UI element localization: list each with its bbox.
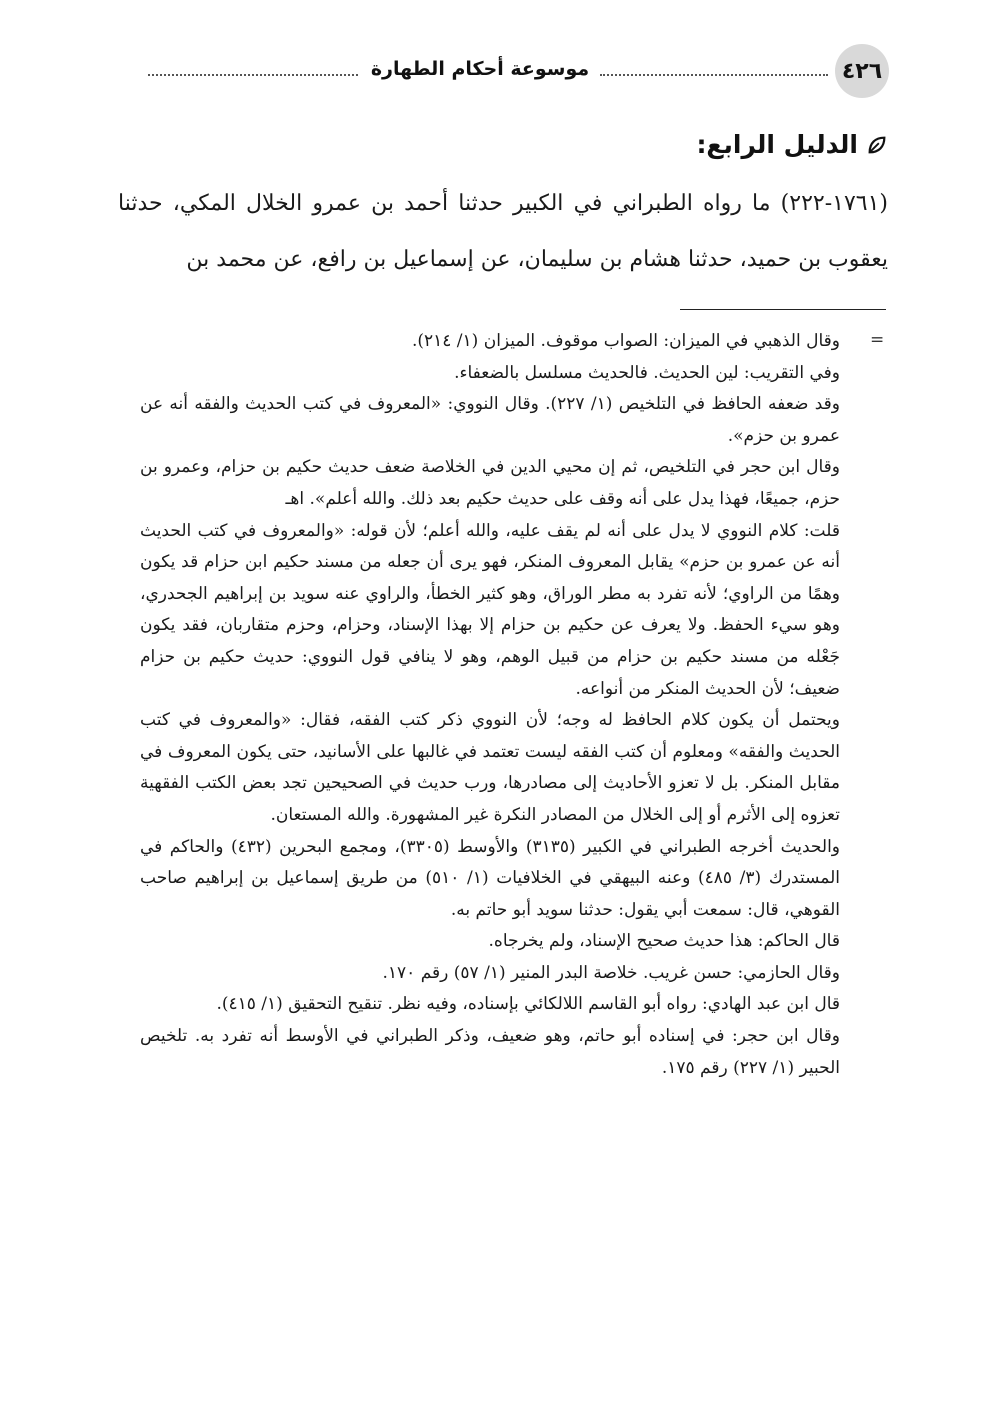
footnote-line: وقال الذهبي في الميزان: الصواب موقوف. الميزان (١/ ٢١٤). xyxy=(411,331,840,351)
footnote-line: وقال ابن حجر في التلخيص، ثم إن محيي الدين في الخلاصة ضعف حديث حكيم بن حزام، وعمرو بن حزم، جميعًا، فهذا يدل على أنه وقف على حديث حكيم بعد ذلك. والله أعلم». اهـ xyxy=(140,457,840,509)
footnote-line: وقال الحازمي: حسن غريب. خلاصة البدر المنير (١/ ٥٧) رقم ١٧٠. xyxy=(382,962,840,983)
leaf-ornament-icon xyxy=(866,124,888,170)
running-header-title: موسوعة أحكام الطهارة xyxy=(370,58,590,80)
footnote-line: قال الحاكم: هذا حديث صحيح الإسناد، ولم يخرجاه. xyxy=(488,931,840,952)
header-dotted-rule-right xyxy=(600,74,828,76)
footnote-separator xyxy=(680,309,886,310)
footnotes-block xyxy=(140,326,840,1084)
footnote-line: وقد ضعفه الحافظ في التلخيص (١/ ٢٢٧). وقال النووي: «المعروف في كتب الحديث والفقه أنه عن عمرو بن حزم». xyxy=(140,394,840,446)
footnote-line: ويحتمل أن يكون كلام الحافظ له وجه؛ لأن النووي ذكر كتب الفقه، فقال: «والمعروف في كتب الحديث والفقه» ومعلوم أن كتب الفقه ليست تعتمد في غالبها على الأسانيد، حتى يكون المعروف في مقابل المنكر. بل لا تعزو الأحاديث إلى مصادرها، ورب حديث في الصحيحين تجد بعض الكتب الفقهية تعزوه إلى الأثرم أو إلى الخلال من المصادر النكرة غير المشهورة. والله المستعان. xyxy=(140,710,840,825)
footnote-line: وقال ابن حجر: في إسناده أبو حاتم، وهو ضعيف، وذكر الطبراني في الأوسط أنه تفرد به. تلخيص الحبير (١/ ٢٢٧) رقم ١٧٥. xyxy=(140,1026,840,1078)
section-heading xyxy=(118,122,888,170)
footnote-line: وفي التقريب: لين الحديث. فالحديث مسلسل بالضعفاء. xyxy=(454,362,840,383)
footnote-line: والحديث أخرجه الطبراني في الكبير (٣١٣٥) والأوسط (٣٣٠٥)، ومجمع البحرين (٤٣٢) والحاكم في المستدرك (٣/ ٤٨٥) وعنه البيهقي في الخلافيات (١/ ٥١٠) من طريق إسماعيل بن إبراهيم صاحب القوهي، قال: سمعت أبي يقول: حدثنا سويد أبو حاتم به. xyxy=(140,836,840,920)
footnote-line: قال ابن عبد الهادي: رواه أبو القاسم اللالكائي بإسناده، وفيه نظر. تنقيح التحقيق (١/ ٤١٥). xyxy=(216,994,840,1015)
hadith-paragraph: (١٧٦١-٢٢٢) ما رواه الطبراني في الكبير حدثنا أحمد بن عمرو الخلال المكي، حدثنا يعقوب بن حميد، حدثنا هشام بن سليمان، عن إسماعيل بن رافع، عن محمد بن xyxy=(118,191,888,272)
page-number-badge: ٤٢٦ xyxy=(835,44,889,98)
section-heading-text: الدليل الرابع: xyxy=(696,130,858,159)
footnote-line: قلت: كلام النووي لا يدل على أنه لم يقف عليه، والله أعلم؛ لأن قوله: «والمعروف في كتب الحديث أنه عن عمرو بن حزم» يقابل المعروف المنكر، فهو يرى أن جعله من مسند حكيم ابن حزام قد يكون وهمًا من الراوي؛ لأنه تفرد به مطر الوراق، وهو كثير الخطأ، والراوي عنه سويد بن إبراهيم الجحدري، وهو سيء الحفظ. ولا يعرف عن حكيم بن حزام إلا بهذا الإسناد، وحزام، وحزم متقاربان، فقد يكون جَعْله من مسند حكيم بن حزام من قبيل الوهم، وهو لا ينافي قول النووي: حديث حكيم بن حزام ضعيف؛ لأن الحديث المنكر من أنواعه. xyxy=(140,520,840,699)
footnote-continuation-mark: = xyxy=(870,330,885,350)
header-dotted-rule-left xyxy=(148,74,358,76)
main-text-block xyxy=(118,122,888,288)
